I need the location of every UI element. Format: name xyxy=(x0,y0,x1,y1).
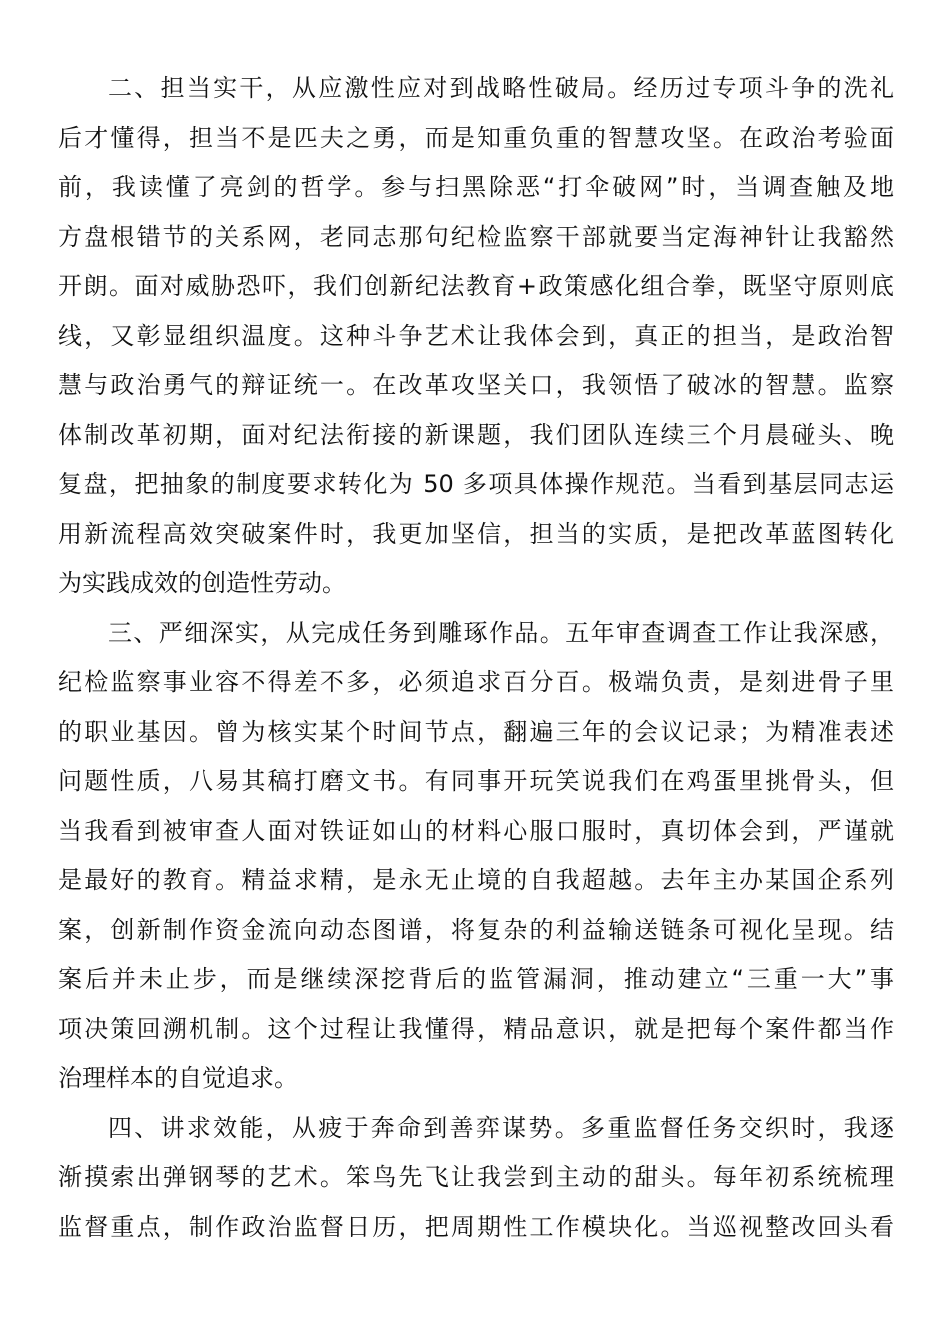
document-page xyxy=(58,64,894,1252)
paragraph-line: 二、担当实干，从应激性应对到战略性破局。经历过专项斗争的洗礼 xyxy=(108,74,894,102)
paragraph-line: 用新流程高效突破案件时，我更加坚信，担当的实质，是把改革蓝图转化 xyxy=(58,519,894,548)
paragraph-line: 线，又彰显组织温度。这种斗争艺术让我体会到，真正的担当，是政治智 xyxy=(58,321,894,350)
paragraph-line: 案，创新制作资金流向动态图谱，将复杂的利益输送链条可视化呈现。结 xyxy=(58,915,894,944)
paragraph-line: 开朗。面对威胁恐吓，我们创新纪法教育+政策感化组合拳，既坚守原则底 xyxy=(58,272,894,300)
paragraph-line: 三、严细深实，从完成任务到雕琢作品。五年审查调查工作让我深感， xyxy=(108,618,894,647)
paragraph-line: 慧与政治勇气的辩证统一。在改革攻坚关口，我领悟了破冰的智慧。监察 xyxy=(58,371,894,399)
paragraph-rigor xyxy=(58,609,894,1104)
paragraph-line: 案后并未止步，而是继续深挖背后的监管漏洞，推动建立“三重一大”事 xyxy=(58,965,894,993)
paragraph-line: 渐摸索出弹钢琴的艺术。笨鸟先飞让我尝到主动的甜头。每年初系统梳理 xyxy=(58,1163,894,1191)
paragraph-line: 方盘根错节的关系网，老同志那句纪检监察干部就要当定海神针让我豁然 xyxy=(58,222,894,251)
paragraph-line: 前，我读懂了亮剑的哲学。参与扫黑除恶“打伞破网”时，当调查触及地 xyxy=(58,173,894,201)
paragraph-line: 项决策回溯机制。这个过程让我懂得，精品意识，就是把每个案件都当作 xyxy=(58,1014,894,1043)
paragraph-responsibility xyxy=(58,64,894,609)
paragraph-line: 为实践成效的创造性劳动。 xyxy=(58,569,346,597)
paragraph-line: 纪检监察事业容不得差不多，必须追求百分百。极端负责，是刻进骨子里 xyxy=(58,668,894,696)
paragraph-line: 四、讲求效能，从疲于奔命到善弈谋势。多重监督任务交织时，我逐 xyxy=(108,1113,894,1142)
paragraph-line: 复盘，把抽象的制度要求转化为 50 多项具体操作规范。当看到基层同志运 xyxy=(58,470,894,498)
paragraph-line: 当我看到被审查人面对铁证如山的材料心服口服时，真切体会到，严谨就 xyxy=(58,816,894,845)
paragraph-line: 体制改革初期，面对纪法衔接的新课题，我们团队连续三个月晨碰头、晚 xyxy=(58,420,894,449)
paragraph-line: 治理样本的自觉追求。 xyxy=(58,1064,298,1092)
paragraph-line: 问题性质，八易其稿打磨文书。有同事开玩笑说我们在鸡蛋里挑骨头，但 xyxy=(58,767,894,795)
paragraph-line: 监督重点，制作政治监督日历，把周期性工作模块化。当巡视整改回头看 xyxy=(58,1212,894,1241)
paragraph-line: 的职业基因。曾为核实某个时间节点，翻遍三年的会议记录；为精准表述 xyxy=(58,717,894,746)
paragraph-line: 是最好的教育。精益求精，是永无止境的自我超越。去年主办某国企系列 xyxy=(58,866,894,894)
paragraph-line: 后才懂得，担当不是匹夫之勇，而是知重负重的智慧攻坚。在政治考验面 xyxy=(58,123,894,152)
paragraph-efficiency xyxy=(58,1104,894,1253)
